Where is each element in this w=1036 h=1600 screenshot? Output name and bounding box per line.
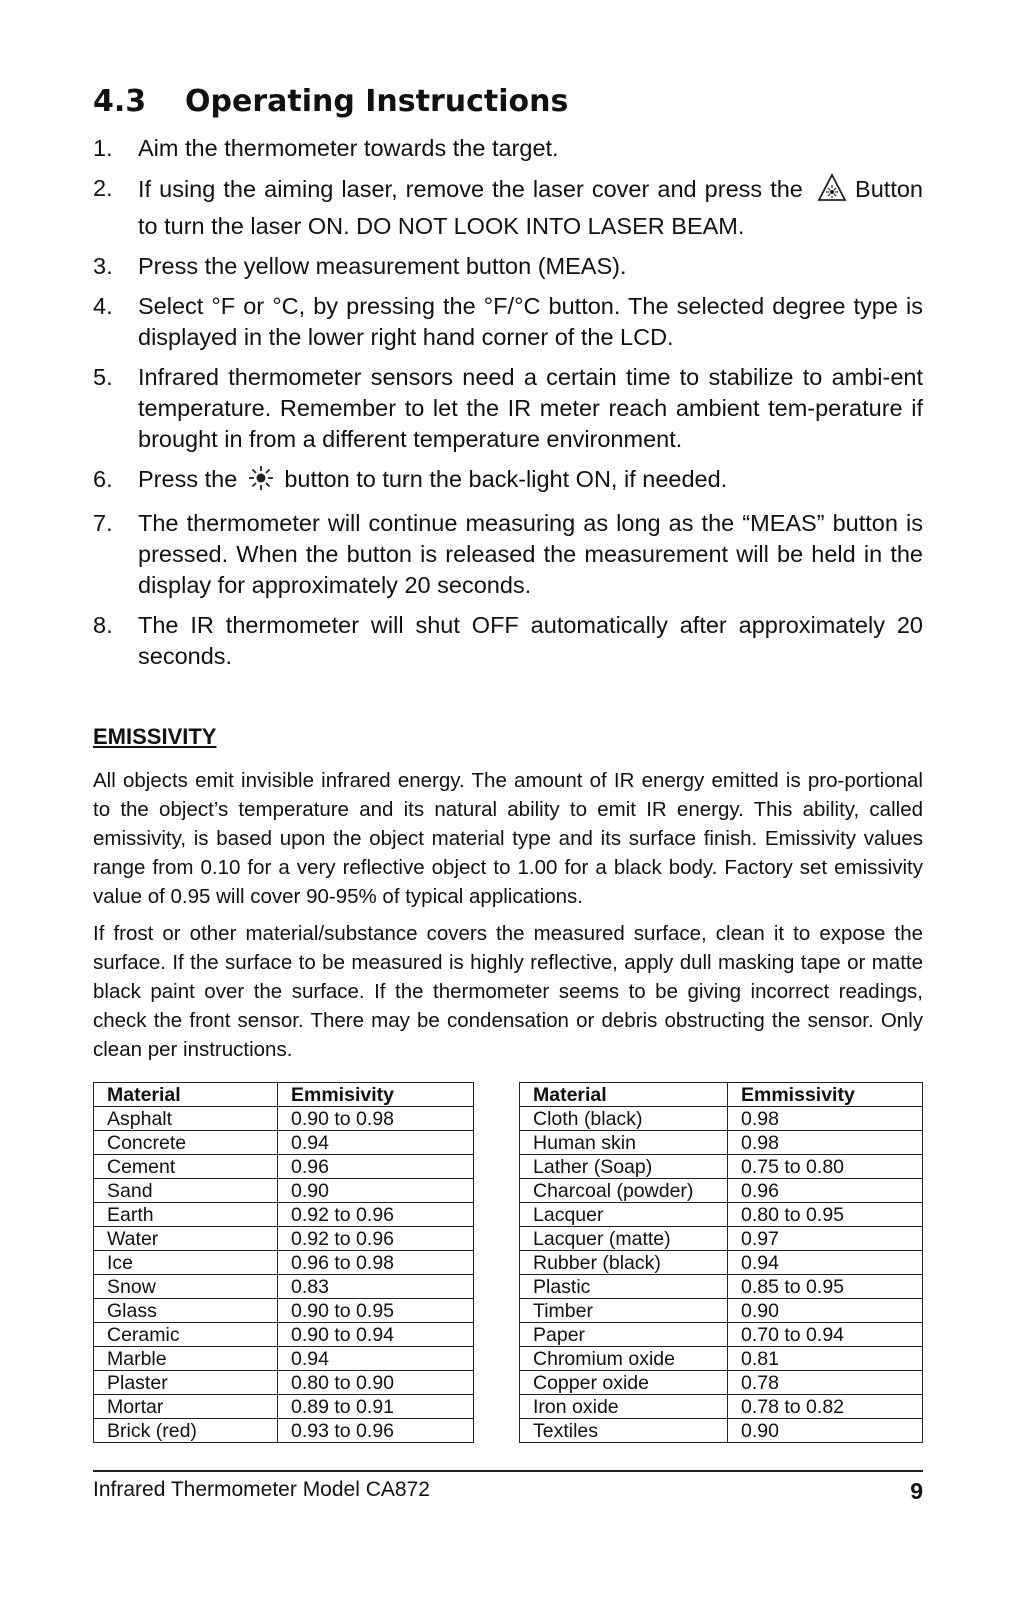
table-row [520, 1203, 923, 1227]
emissivity-cell: 0.94 [278, 1347, 474, 1371]
step-number: 5. [93, 364, 113, 390]
step-number: 3. [93, 253, 113, 279]
table-row [520, 1107, 923, 1131]
step-text-part: If using the aiming laser, remove the laser cover and press the [138, 176, 803, 202]
table-header-row [520, 1083, 923, 1107]
emissivity-cell: 0.96 [278, 1155, 474, 1179]
material-cell: Brick (red) [94, 1419, 278, 1443]
emissivity-cell: 0.98 [728, 1107, 923, 1131]
material-cell: Plastic [520, 1275, 728, 1299]
emissivity-cell: 0.96 [728, 1179, 923, 1203]
material-cell: Chromium oxide [520, 1347, 728, 1371]
table-row [94, 1275, 474, 1299]
emissivity-cell: 0.81 [728, 1347, 923, 1371]
section-heading [93, 84, 923, 119]
material-cell: Charcoal (powder) [520, 1179, 728, 1203]
emissivity-cell: 0.90 [728, 1419, 923, 1443]
table-row [94, 1251, 474, 1275]
emissivity-cell: 0.94 [728, 1251, 923, 1275]
emissivity-cell: 0.90 [278, 1179, 474, 1203]
table-row [520, 1347, 923, 1371]
emissivity-cell: 0.90 to 0.94 [278, 1323, 474, 1347]
laser-warning-icon [817, 173, 847, 211]
emissivity-cell: 0.98 [728, 1131, 923, 1155]
step-text: Select °F or °C, by pressing the °F/°C button. The selected degree type is displayed in the lower right hand corner of the LCD. [138, 293, 923, 350]
section-title: Operating Instructions [185, 84, 569, 119]
step-item [93, 610, 923, 672]
step-text-part: Press the [138, 466, 238, 492]
material-cell: Earth [94, 1203, 278, 1227]
table-row [520, 1323, 923, 1347]
step-text: Press the yellow measurement button (MEAS). [138, 253, 627, 279]
step-item [93, 173, 923, 242]
step-text: Infrared thermometer sensors need a certain time to stabilize to ambi-ent temperature. Remember to let the IR meter reach ambient tem-perature if brought in from a different temperature environment. [138, 364, 923, 452]
emissivity-cell: 0.93 to 0.96 [278, 1419, 474, 1443]
material-cell: Sand [94, 1179, 278, 1203]
page-number: 9 [910, 1478, 923, 1504]
table-row [94, 1131, 474, 1155]
material-cell: Textiles [520, 1419, 728, 1443]
step-text: The IR thermometer will shut OFF automatically after approximately 20 seconds. [138, 612, 923, 669]
emissivity-table-right [519, 1082, 923, 1443]
material-cell: Ceramic [94, 1323, 278, 1347]
step-text: The thermometer will continue measuring as long as the “MEAS” button is pressed. When the button is released the measurement will be held in the display for approximately 20 seconds. [138, 510, 923, 598]
table-header-row [94, 1083, 474, 1107]
emissivity-cell: 0.94 [278, 1131, 474, 1155]
table-row [520, 1299, 923, 1323]
material-cell: Human skin [520, 1131, 728, 1155]
emissivity-cell: 0.85 to 0.95 [728, 1275, 923, 1299]
table-header-material: Material [94, 1083, 278, 1107]
emissivity-cell: 0.92 to 0.96 [278, 1227, 474, 1251]
emissivity-cell: 0.89 to 0.91 [278, 1395, 474, 1419]
step-text [138, 173, 923, 242]
table-body [94, 1107, 474, 1443]
table-row [94, 1155, 474, 1179]
emissivity-cell: 0.78 to 0.82 [728, 1395, 923, 1419]
step-item [93, 508, 923, 601]
table-row [94, 1179, 474, 1203]
material-cell: Cloth (black) [520, 1107, 728, 1131]
material-cell: Concrete [94, 1131, 278, 1155]
step-item [93, 133, 923, 164]
emissivity-cell: 0.96 to 0.98 [278, 1251, 474, 1275]
step-item [93, 251, 923, 282]
table-row [94, 1419, 474, 1443]
step-number: 1. [93, 135, 113, 161]
table-row [94, 1227, 474, 1251]
table-row [94, 1203, 474, 1227]
section-number: 4.3 [93, 84, 147, 119]
material-cell: Paper [520, 1323, 728, 1347]
material-cell: Mortar [94, 1395, 278, 1419]
emissivity-table-left [93, 1082, 474, 1443]
step-text: Aim the thermometer towards the target. [138, 135, 559, 161]
emissivity-cell: 0.80 to 0.90 [278, 1371, 474, 1395]
step-text [138, 464, 923, 499]
table-row [94, 1299, 474, 1323]
emissivity-paragraph: All objects emit invisible infrared energy. The amount of IR energy emitted is pro-portional to the object’s temperature and its natural ability to emit IR energy. This ability, called emissivity, is based upon the object material type and its surface finish. Emissivity values range from 0.10 for a very reflective object to 1.00 for a black body. Factory set emissivity value of 0.95 will cover 90-95% of typical applications. [93, 769, 923, 908]
emissivity-cell: 0.83 [278, 1275, 474, 1299]
emissivity-tables [93, 1082, 923, 1443]
step-text-part: Button to turn the laser ON. DO NOT LOOK INTO LASER BEAM. [138, 176, 923, 239]
table-row [520, 1227, 923, 1251]
table-row [520, 1419, 923, 1443]
emissivity-title: EMISSIVITY [93, 724, 217, 749]
backlight-sun-icon [248, 465, 274, 499]
emissivity-cell: 0.92 to 0.96 [278, 1203, 474, 1227]
emissivity-cell: 0.78 [728, 1371, 923, 1395]
table-header-emissivity: Emmisivity [278, 1083, 474, 1107]
table-row [520, 1371, 923, 1395]
material-cell: Timber [520, 1299, 728, 1323]
material-cell: Asphalt [94, 1107, 278, 1131]
emissivity-cell: 0.90 to 0.98 [278, 1107, 474, 1131]
material-cell: Lather (Soap) [520, 1155, 728, 1179]
step-number: 2. [93, 175, 113, 201]
emissivity-cell: 0.90 to 0.95 [278, 1299, 474, 1323]
material-cell: Water [94, 1227, 278, 1251]
table-row [520, 1275, 923, 1299]
footer-model: Infrared Thermometer Model CA872 [93, 1478, 430, 1501]
emissivity-cell: 0.80 to 0.95 [728, 1203, 923, 1227]
table-row [520, 1155, 923, 1179]
page-footer [93, 1470, 923, 1505]
material-cell: Copper oxide [520, 1371, 728, 1395]
table-header-emissivity: Emmissivity [728, 1083, 923, 1107]
step-item [93, 362, 923, 455]
material-cell: Lacquer (matte) [520, 1227, 728, 1251]
manual-page [93, 84, 923, 1443]
material-cell: Ice [94, 1251, 278, 1275]
table-row [520, 1251, 923, 1275]
step-number: 6. [93, 466, 113, 492]
table-row [520, 1395, 923, 1419]
material-cell: Iron oxide [520, 1395, 728, 1419]
step-item [93, 464, 923, 499]
emissivity-cell: 0.75 to 0.80 [728, 1155, 923, 1179]
emissivity-paragraph: If frost or other material/substance covers the measured surface, clean it to expose the surface. If the surface to be measured is highly reflective, apply dull masking tape or matte black paint over the surface. If the thermometer seems to be giving incorrect readings, check the front sensor. There may be condensation or debris obstructing the sensor. Only clean per instructions. [93, 922, 923, 1061]
step-number: 4. [93, 293, 113, 319]
table-row [94, 1323, 474, 1347]
table-row [520, 1131, 923, 1155]
material-cell: Plaster [94, 1371, 278, 1395]
emissivity-cell: 0.70 to 0.94 [728, 1323, 923, 1347]
table-header-material: Material [520, 1083, 728, 1107]
step-number: 7. [93, 510, 113, 536]
material-cell: Glass [94, 1299, 278, 1323]
table-body [520, 1107, 923, 1443]
table-row [94, 1107, 474, 1131]
emissivity-cell: 0.90 [728, 1299, 923, 1323]
step-item [93, 291, 923, 353]
table-row [94, 1347, 474, 1371]
step-text-part: button to turn the back-light ON, if needed. [284, 466, 728, 492]
step-number: 8. [93, 612, 113, 638]
operating-steps [93, 133, 923, 672]
table-row [520, 1179, 923, 1203]
table-row [94, 1395, 474, 1419]
material-cell: Cement [94, 1155, 278, 1179]
table-row [94, 1371, 474, 1395]
material-cell: Snow [94, 1275, 278, 1299]
material-cell: Rubber (black) [520, 1251, 728, 1275]
emissivity-cell: 0.97 [728, 1227, 923, 1251]
material-cell: Lacquer [520, 1203, 728, 1227]
material-cell: Marble [94, 1347, 278, 1371]
